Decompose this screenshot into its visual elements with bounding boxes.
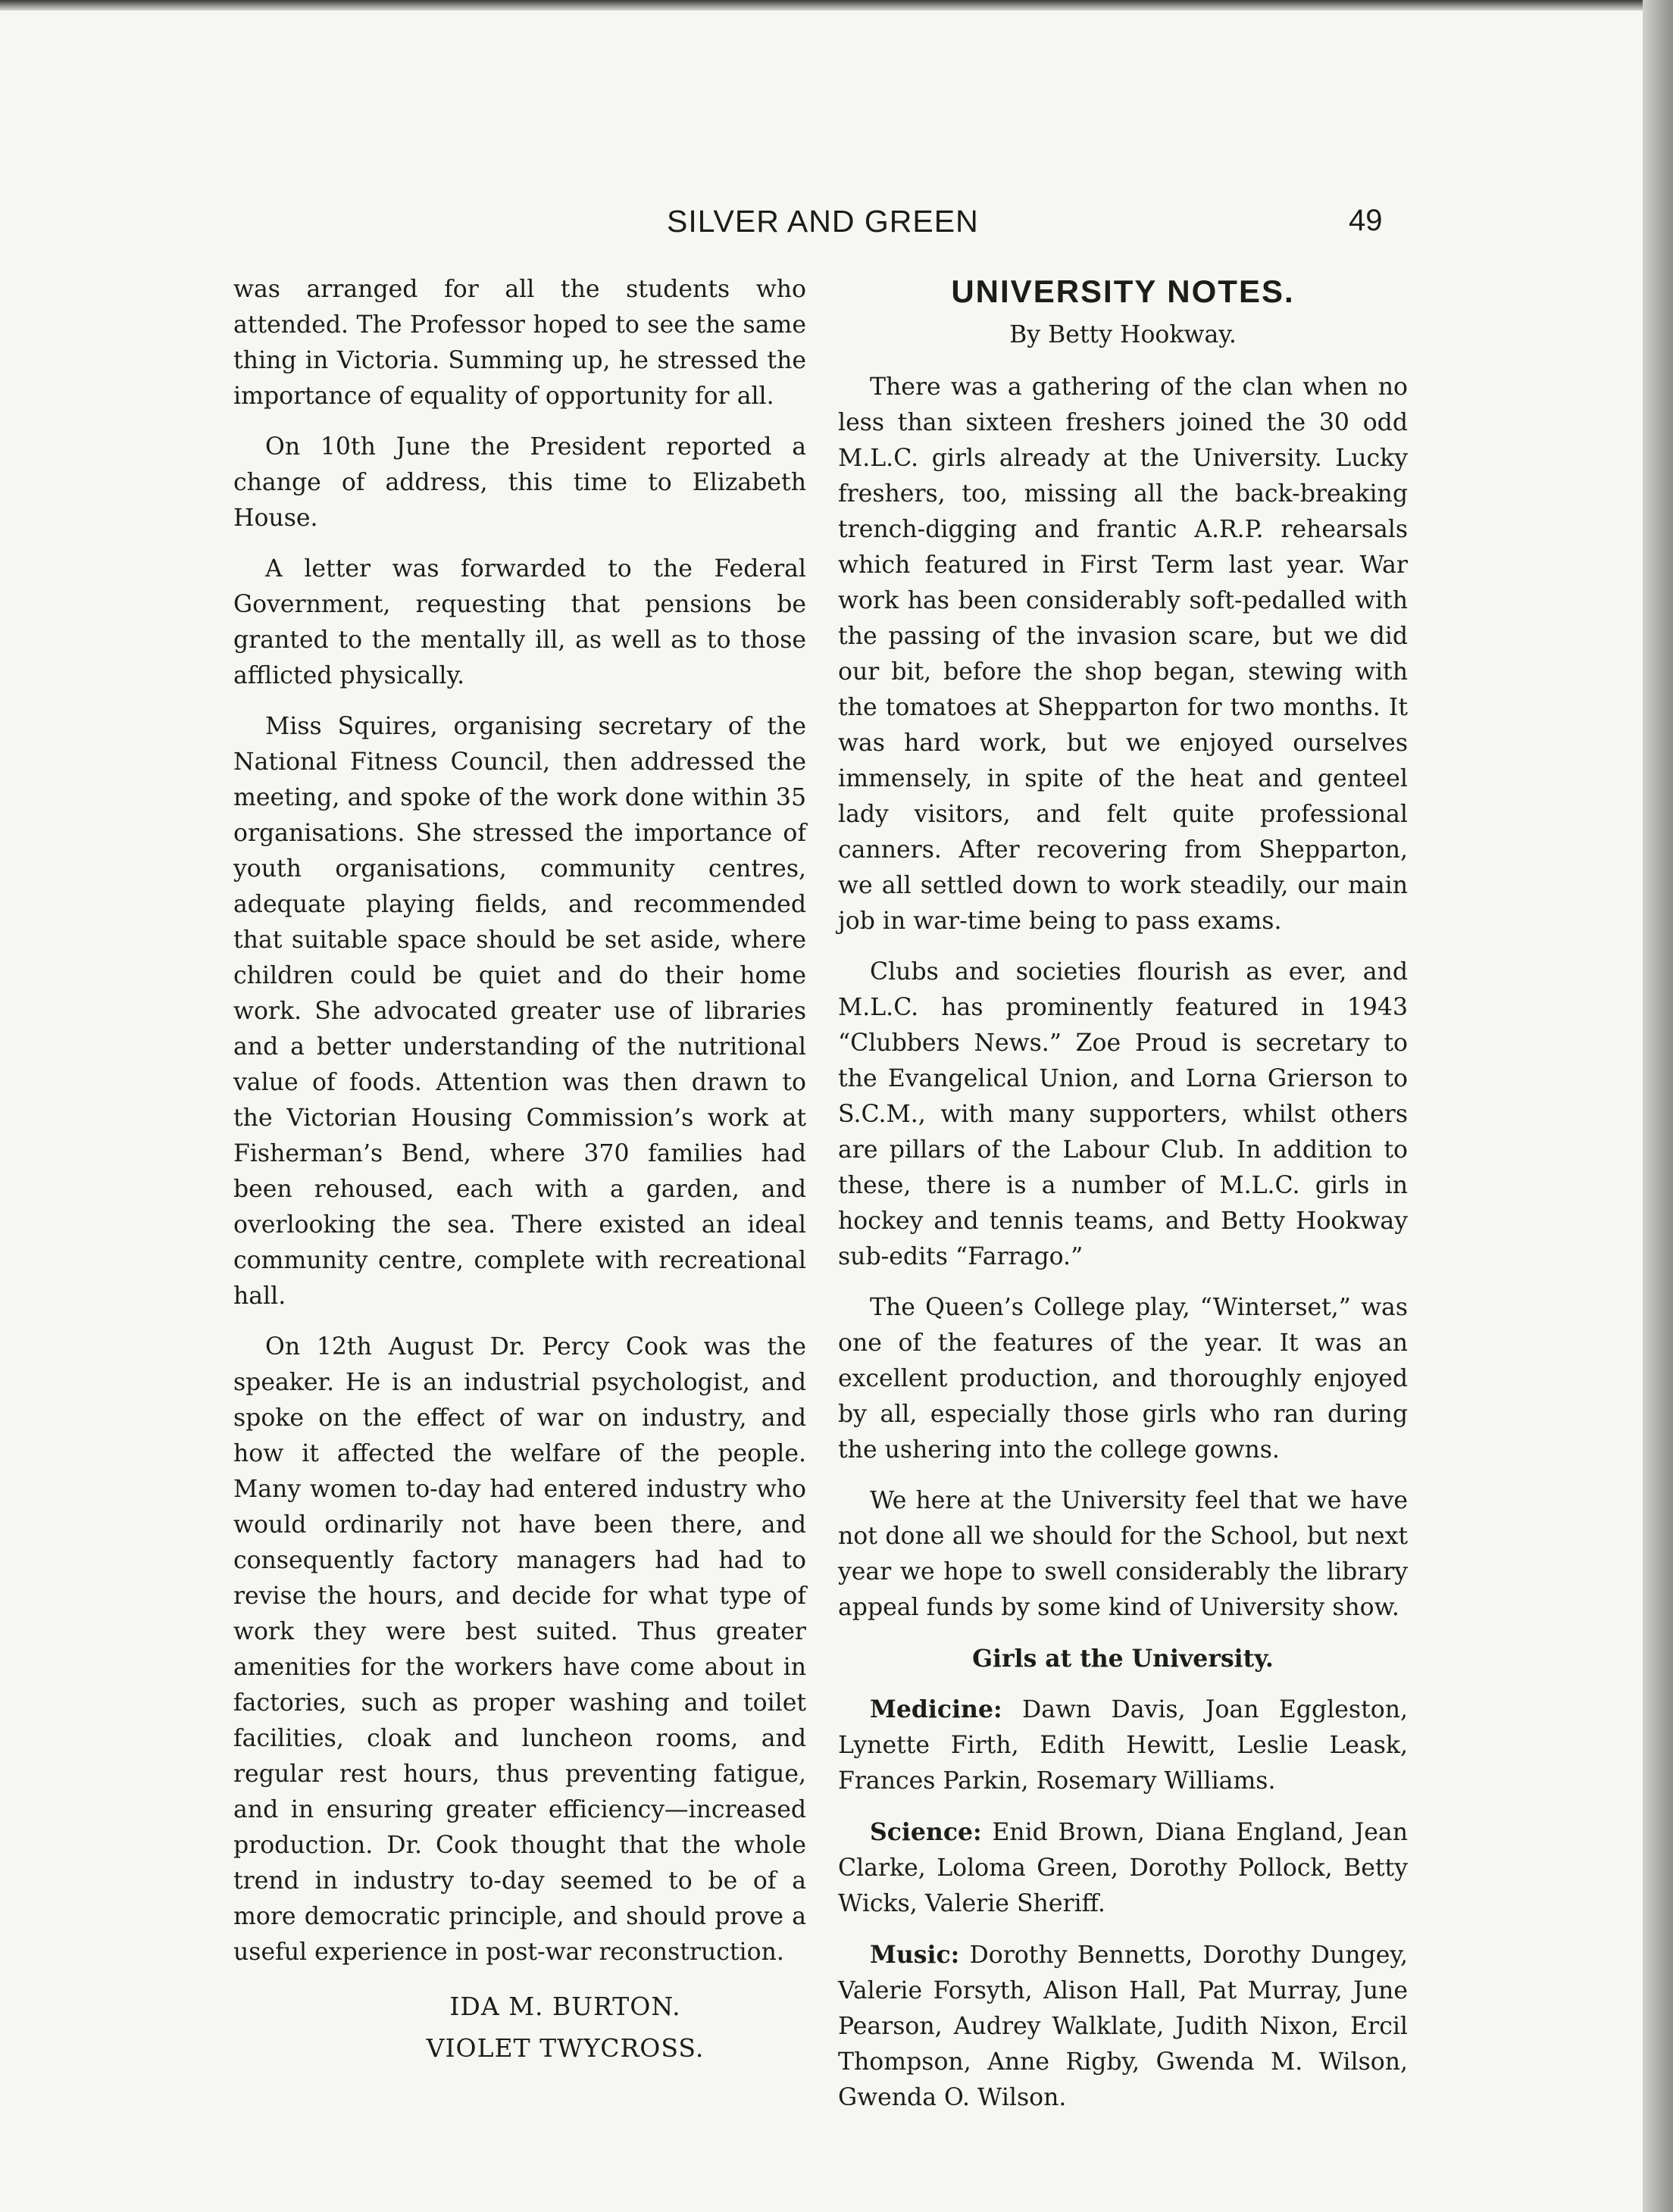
faculty-entry [838,1937,1408,2116]
right-column [838,272,1408,2131]
page-number: 49 [1349,204,1383,237]
byline: By Betty Hookway. [1009,321,1237,348]
page-edge-shadow [1643,0,1673,2212]
paragraph: On 10th June the President reported a change of address, this time to Elizabeth House. [233,433,806,532]
paragraph: Clubs and societies flourish as ever, and M.L.C. has prominently featured in 1943 “Clubbers News.” Zoe Proud is secretary to the Evangelical Union, and Lorna Grierson to S.C.M., with many supporters, whilst others are pillars of the Labour Club. In addition to these, there is a number of M.L.C. girls in hockey and tennis teams, and Betty Hookway sub-edits “Farrago.” [838,958,1408,1270]
section-heading: UNIVERSITY NOTES. [951,273,1295,309]
page-top-edge [0,0,1673,11]
signature-1: IDA M. BURTON. [449,1992,681,2021]
left-column [233,272,806,2069]
paragraph: A letter was forwarded to the Federal Government, requesting that pensions be granted to the mentally ill, as well as to those afflicted physically. [233,555,806,689]
subheading: Girls at the University. [972,1645,1274,1673]
faculty-entry [838,1692,1408,1799]
paragraph: There was a gathering of the clan when no less than sixteen freshers joined the 30 odd M.L.C. girls already at the University. Lucky freshers, too, missing all the back-breaking trench-digging and frantic A.R.P. rehearsals which featured in First Term last year. War work has been considerably soft-pedalled with the passing of the invasion scare, but we did our bit, before the shop began, stewing with the tomatoes at Shepparton for two months. It was hard work, but we enjoyed ourselves immensely, in spite of the heat and genteel lady visitors, and felt quite professional canners. After recovering from Shepparton, we all settled down to work steadily, our main job in war-time being to pass exams. [838,373,1408,935]
faculty-names: Dawn Davis, Joan Eggleston, Lynette Firth, Edith Hewitt, Leslie Leask, Frances Parkin, Rosemary Williams. [838,1696,1408,1795]
paragraph: On 12th August Dr. Percy Cook was the speaker. He is an industrial psychologist, and spoke on the effect of war on industry, and how it affected the welfare of the people. Many women to-day had entered industry who would ordinarily not have been there, and consequently factory managers had had to revise the hours, and decide for what type of work they were best suited. Thus greater amenities for the workers have come about in factories, such as proper washing and toilet facilities, cloak and luncheon rooms, and regular rest hours, thus preventing fatigue, and in ensuring greater efficiency—increased production. Dr. Cook thought that the whole trend in industry to-day seemed to be of a more democratic principle, and should prove a useful experience in post-war reconstruction. [233,1333,806,1966]
scanned-page [0,11,1644,2212]
faculty-label: Music: [870,1941,960,1969]
faculty-names: Dorothy Bennetts, Dorothy Dungey, Valerie Forsyth, Alison Hall, Pat Murray, June Pearson, Audrey Walklate, Judith Nixon, Ercil Thompson, Anne Rigby, Gwenda M. Wilson, Gwenda O. Wilson. [838,1942,1408,2111]
running-title: SILVER AND GREEN [667,204,979,239]
running-head [0,204,1643,249]
faculty-label: Science: [870,1818,982,1846]
paragraph: Miss Squires, organising secretary of the National Fitness Council, then addressed the meeting, and spoke of the work done within 35 organisations. She stressed the importance of youth organisations, community centres, adequate playing fields, and recommended that suitable space should be set aside, where children could be quiet and do their home work. She advocated greater use of libraries and a better understanding of the nutritional value of foods. Attention was then drawn to the Victorian Housing Commission’s work at Fisherman’s Bend, where 370 families had been rehoused, each with a garden, and overlooking the sea. There existed an ideal community centre, complete with recreational hall. [233,713,806,1310]
paragraph: The Queen’s College play, “Winterset,” was one of the features of the year. It was an excellent production, and thoroughly enjoyed by all, especially those girls who ran during the ushering into the college gowns. [838,1294,1408,1464]
paragraph: was arranged for all the students who attended. The Professor hoped to see the same thing in Victoria. Summing up, he stressed the importance of equality of opportunity for all. [233,276,806,410]
faculty-label: Medicine: [870,1695,1002,1723]
paragraph: We here at the University feel that we have not done all we should for the School, but next year we hope to swell considerably the library appeal funds by some kind of University show. [838,1487,1408,1621]
faculty-entry [838,1814,1408,1922]
faculty-names: Enid Brown, Diana England, Jean Clarke, Loloma Green, Dorothy Pollock, Betty Wicks, Valerie Sheriff. [838,1819,1408,1917]
signature-2: VIOLET TWYCROSS. [426,2033,705,2063]
